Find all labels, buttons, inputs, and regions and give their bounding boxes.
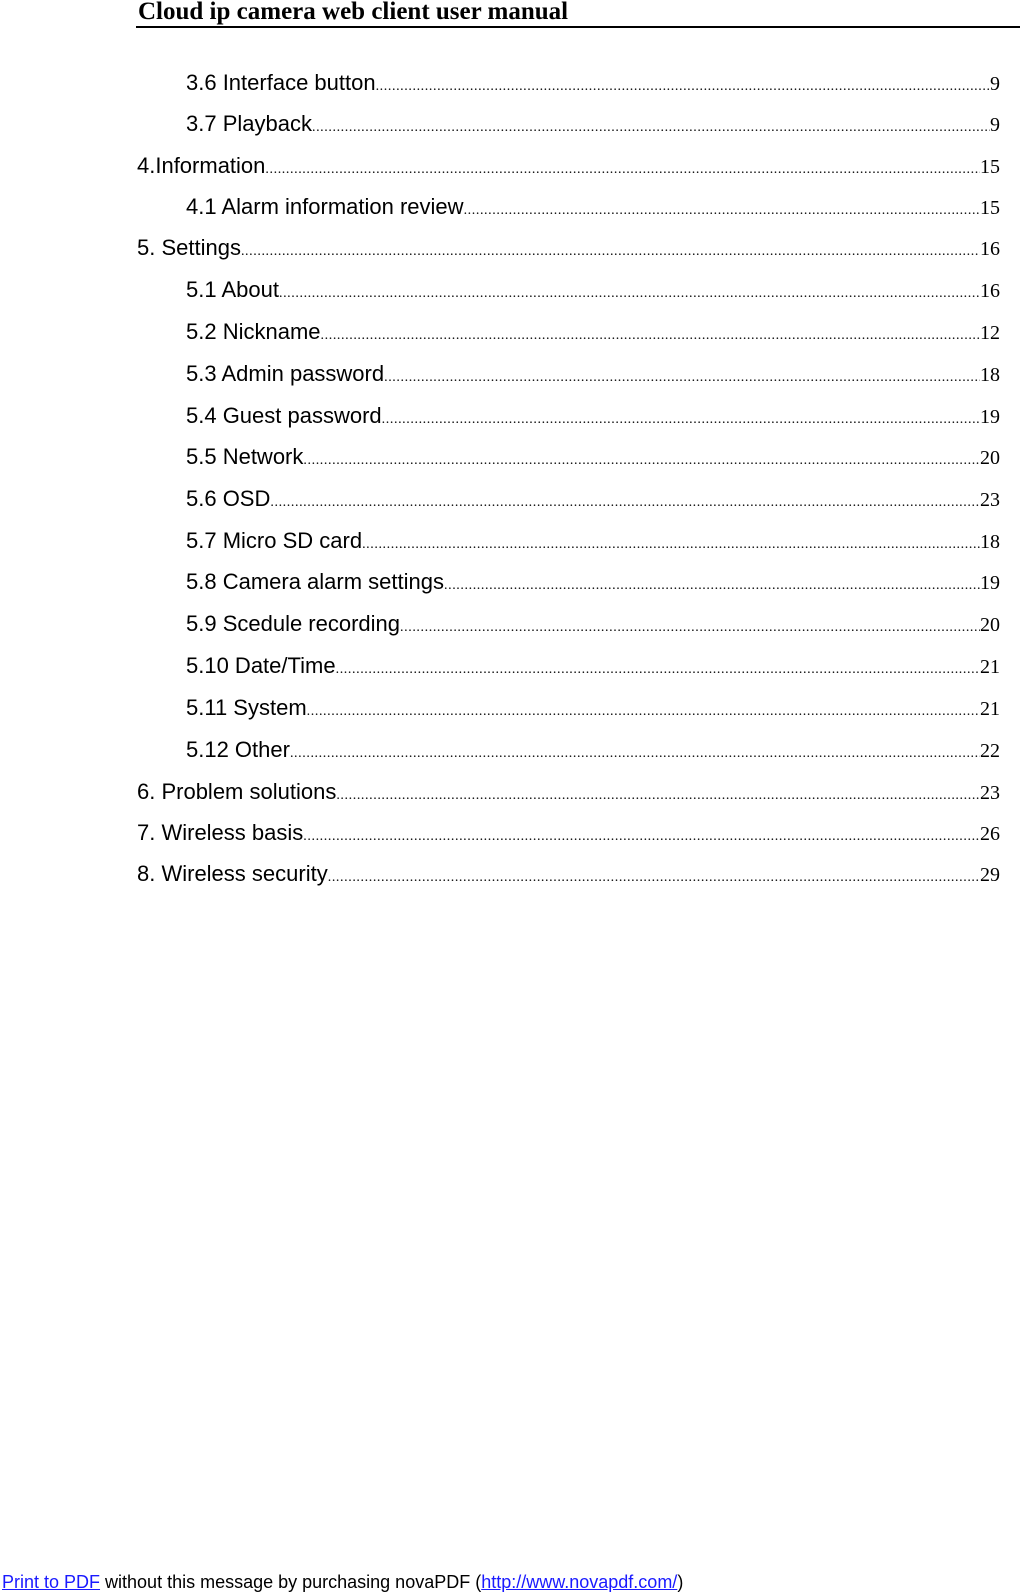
toc-entry-title: 3.6 Interface button	[186, 70, 376, 95]
toc-entry-page: 23	[980, 489, 1000, 511]
toc-dot-leader	[400, 611, 980, 641]
toc-entry-page: 20	[980, 614, 1000, 636]
toc-dot-leader	[279, 277, 980, 307]
toc-entry-title: 5.1 About	[186, 277, 279, 302]
toc-entry[interactable]	[186, 190, 1000, 224]
toc-dot-leader	[241, 235, 980, 265]
toc-entry-title: 8. Wireless security	[137, 861, 328, 886]
toc-entry-page: 21	[980, 656, 1000, 678]
toc-entry-page: 16	[980, 238, 1000, 260]
toc-entry-page: 23	[980, 782, 1000, 804]
toc-dot-leader	[270, 486, 980, 516]
toc-dot-leader	[362, 528, 980, 558]
toc-entry-page: 9	[990, 114, 1000, 136]
toc-entry[interactable]	[186, 649, 1000, 683]
toc-entry-title: 5.10 Date/Time	[186, 653, 336, 678]
toc-entry-page: 9	[990, 73, 1000, 95]
toc-entry-title: 5. Settings	[137, 235, 241, 260]
toc-dot-leader	[336, 653, 980, 683]
toc-entry-title: 5.12 Other	[186, 737, 290, 762]
toc-entry-title: 5.11 System	[186, 695, 307, 720]
toc-entry-title: 3.7 Playback	[186, 111, 312, 136]
toc-entry[interactable]	[186, 273, 1000, 307]
toc-entry-title: 7. Wireless basis	[137, 820, 304, 845]
toc-entry[interactable]	[186, 524, 1000, 558]
toc-dot-leader	[336, 779, 980, 809]
toc-entry-page: 22	[980, 740, 1000, 762]
toc-entry-page: 18	[980, 531, 1000, 553]
toc-entry-page: 19	[980, 406, 1000, 428]
toc-dot-leader	[328, 861, 980, 891]
toc-entry[interactable]	[186, 399, 1000, 433]
toc-entry-page: 18	[980, 364, 1000, 386]
toc-entry[interactable]	[137, 816, 1000, 850]
toc-entry-page: 16	[980, 280, 1000, 302]
toc-entry-title: 5.5 Network	[186, 444, 304, 469]
toc-entry-title: 5.7 Micro SD card	[186, 528, 363, 553]
toc-entry-title: 5.2 Nickname	[186, 319, 321, 344]
toc-entry-page: 19	[980, 572, 1000, 594]
novapdf-url-link[interactable]: http://www.novapdf.com/	[481, 1572, 678, 1592]
footer-notice	[2, 1572, 683, 1592]
toc-entry-title: 4.1 Alarm information review	[186, 194, 464, 219]
toc-entry-page: 15	[980, 197, 1000, 219]
toc-entry-page: 29	[980, 864, 1000, 886]
toc-entry[interactable]	[186, 315, 1000, 349]
toc-entry[interactable]	[186, 691, 1000, 725]
toc-dot-leader	[382, 403, 980, 433]
toc-entry[interactable]	[186, 733, 1000, 767]
toc-dot-leader	[307, 695, 980, 725]
toc-entry[interactable]	[137, 149, 1000, 183]
footer-text: without this message by purchasing novaPDF (	[100, 1572, 482, 1592]
toc-dot-leader	[376, 70, 990, 100]
toc-entry[interactable]	[186, 107, 1000, 141]
toc-entry-title: 5.6 OSD	[186, 486, 271, 511]
footer-text-end: )	[677, 1572, 684, 1592]
toc-dot-leader	[265, 153, 980, 183]
toc-entry[interactable]	[186, 357, 1000, 391]
toc-entry[interactable]	[186, 440, 1000, 474]
toc-entry[interactable]	[186, 482, 1000, 516]
toc-entry-title: 5.8 Camera alarm settings	[186, 569, 444, 594]
toc-entry-page: 21	[980, 698, 1000, 720]
header-title: Cloud ip camera web client user manual	[138, 0, 569, 25]
toc-entry-title: 5.4 Guest password	[186, 403, 382, 428]
toc-dot-leader	[290, 737, 980, 767]
toc-entry[interactable]	[137, 857, 1000, 891]
toc-dot-leader	[321, 319, 980, 349]
toc-entry-title: 5.9 Scedule recording	[186, 611, 401, 636]
toc-entry[interactable]	[186, 607, 1000, 641]
toc-entry-page: 20	[980, 447, 1000, 469]
toc-entry-page: 15	[980, 156, 1000, 178]
toc-dot-leader	[444, 569, 980, 599]
toc-dot-leader	[303, 444, 980, 474]
toc-dot-leader	[384, 361, 980, 391]
toc-entry-title: 5.3 Admin password	[186, 361, 385, 386]
toc-entry-page: 26	[980, 823, 1000, 845]
toc-entry-title: 6. Problem solutions	[137, 779, 337, 804]
toc-entry[interactable]	[137, 775, 1000, 809]
toc-entry-title: 4.Information	[137, 153, 266, 178]
toc-entry[interactable]	[186, 565, 1000, 599]
toc-entry[interactable]	[137, 231, 1000, 265]
toc-dot-leader	[312, 111, 990, 141]
toc-dot-leader	[303, 820, 980, 850]
print-to-pdf-link[interactable]: Print to PDF	[2, 1572, 101, 1592]
toc-dot-leader	[464, 194, 980, 224]
toc-entry-page: 12	[980, 322, 1000, 344]
toc-entry[interactable]	[186, 66, 1000, 100]
